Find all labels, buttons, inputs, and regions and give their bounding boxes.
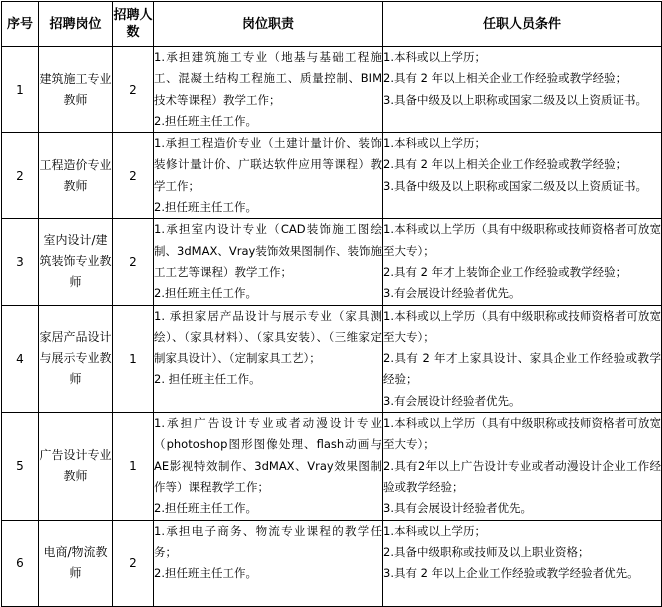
row-requirements: [383, 219, 662, 305]
requirement-line: 1.本科或以上学历（具有中级职称或技师资格者可放宽至大专）；: [383, 222, 661, 258]
row-duties: [154, 47, 383, 133]
requirement-line: 1.本科或以上学历；: [383, 50, 486, 64]
row-post: 电商/物流教师: [39, 520, 113, 606]
requirement-line: 3.有会展设计经验者优先。: [383, 393, 521, 408]
row-count: 1: [113, 305, 154, 412]
duty-line: 2.担任班主任工作。: [154, 200, 257, 215]
row-duties: [154, 520, 383, 606]
row-duties: [154, 305, 383, 412]
table-row: [2, 133, 662, 219]
requirement-line: 2.具有2年以上广告设计专业或者动漫设计企业工作经验或教学经验；: [383, 458, 661, 494]
row-duties: [154, 413, 383, 520]
requirement-line: 2.具备中级职称或技师及以上职业资格；: [383, 544, 590, 559]
table-row: [2, 305, 662, 412]
table-row: [2, 413, 662, 520]
row-no: 4: [2, 305, 39, 412]
duty-line: 2. 担任班主任工作。: [154, 372, 261, 387]
row-requirements: [383, 305, 662, 412]
table-row: [2, 219, 662, 305]
requirement-line: 3.具备中级及以上职称或国家二级及以上资质证书。: [383, 92, 647, 107]
row-count: 2: [113, 219, 154, 305]
duty-line: 1.承担工程造价专业（土建计量计价、装饰装修计量计价、广联达软件应用等课程）教学工作；: [154, 136, 382, 193]
requirement-line: 1.本科或以上学历（具有中级职称或技师资格者可放宽至大专）；: [383, 308, 661, 344]
requirement-line: 1.本科或以上学历；: [383, 136, 486, 151]
requirement-line: 3.具有会展设计经验者优先。: [383, 501, 532, 516]
row-requirements: [383, 413, 662, 520]
requirement-line: 2.具有 2 年以上相关企业工作经验或教学经验；: [383, 157, 628, 172]
row-no: 3: [2, 219, 39, 305]
table-row: [2, 520, 662, 606]
duty-line: 2.担任班主任工作。: [154, 286, 257, 301]
row-count: 2: [113, 47, 154, 133]
requirement-line: 1.本科或以上学历；: [383, 523, 486, 538]
row-no: 6: [2, 520, 39, 606]
row-post: 家居产品设计与展示专业教师: [39, 305, 113, 412]
header-row: [2, 2, 662, 47]
row-count: 2: [113, 133, 154, 219]
duty-line: 2.担任班主任工作。: [154, 113, 257, 128]
row-post: 工程造价专业教师: [39, 133, 113, 219]
row-count: 1: [113, 413, 154, 520]
requirement-line: 2.具有 2 年以上相关企业工作经验或教学经验；: [383, 71, 628, 86]
row-duties: [154, 133, 383, 219]
duty-line: 2.担任班主任工作。: [154, 501, 257, 516]
duty-line: 1.承担室内设计专业（CAD装饰施工图绘制、3dMAX、Vray装饰效果图制作、装饰施工工艺等课程）教学工作；: [154, 222, 382, 279]
requirement-line: 3.具备中级及以上职称或国家二级及以上资质证书。: [383, 178, 647, 193]
row-no: 1: [2, 47, 39, 133]
requirement-line: 3.有会展设计经验者优先。: [383, 286, 521, 301]
row-requirements: [383, 47, 662, 133]
row-post: 室内设计/建筑装饰专业教师: [39, 219, 113, 305]
row-no: 5: [2, 413, 39, 520]
header-post: 招聘岗位: [39, 2, 113, 47]
duty-line: 1.承担广告设计专业或者动漫设计专业（photoshop图形图像处理、flash动画与AE影视特效制作、3dMAX、Vray效果图制作等）课程教学工作；: [154, 416, 382, 494]
row-requirements: [383, 520, 662, 606]
header-no: 序号: [2, 2, 39, 47]
row-requirements: [383, 133, 662, 219]
requirement-line: 3.具有 2 年以上企业工作经验或教学经验者优先。: [383, 566, 639, 581]
duty-line: 1. 承担家居产品设计与展示专业（家具测绘）、（家具材料）、（家具安装）、（三维家定制家具设计）、（定制家具工艺）；: [154, 308, 382, 366]
duty-line: 2.担任班主任工作。: [154, 566, 257, 581]
row-post: 广告设计专业教师: [39, 413, 113, 520]
recruitment-table: [1, 1, 662, 607]
duty-line: 1.承担建筑施工专业（地基与基础工程施工、混凝土结构工程施工、质量控制、BIM技术等课程）教学工作；: [154, 50, 382, 107]
requirement-line: 1.本科或以上学历（具有中级职称或技师资格者可放宽至大专）；: [383, 416, 661, 452]
duty-line: 1.承担电子商务、物流专业课程的教学任务；: [154, 523, 382, 559]
header-requirements: 任职人员条件: [383, 2, 662, 47]
row-post: 建筑施工专业教师: [39, 47, 113, 133]
row-count: 2: [113, 520, 154, 606]
header-duty: 岗位职责: [154, 2, 383, 47]
table-row: [2, 47, 662, 133]
row-duties: [154, 219, 383, 305]
requirement-line: 2.具有 2 年才上家具设计、家具企业工作经验或教学经验；: [383, 351, 661, 387]
row-no: 2: [2, 133, 39, 219]
header-count: 招聘人数: [113, 2, 154, 47]
requirement-line: 2.具有 2 年才上装饰企业工作经验或教学经验；: [383, 264, 628, 279]
